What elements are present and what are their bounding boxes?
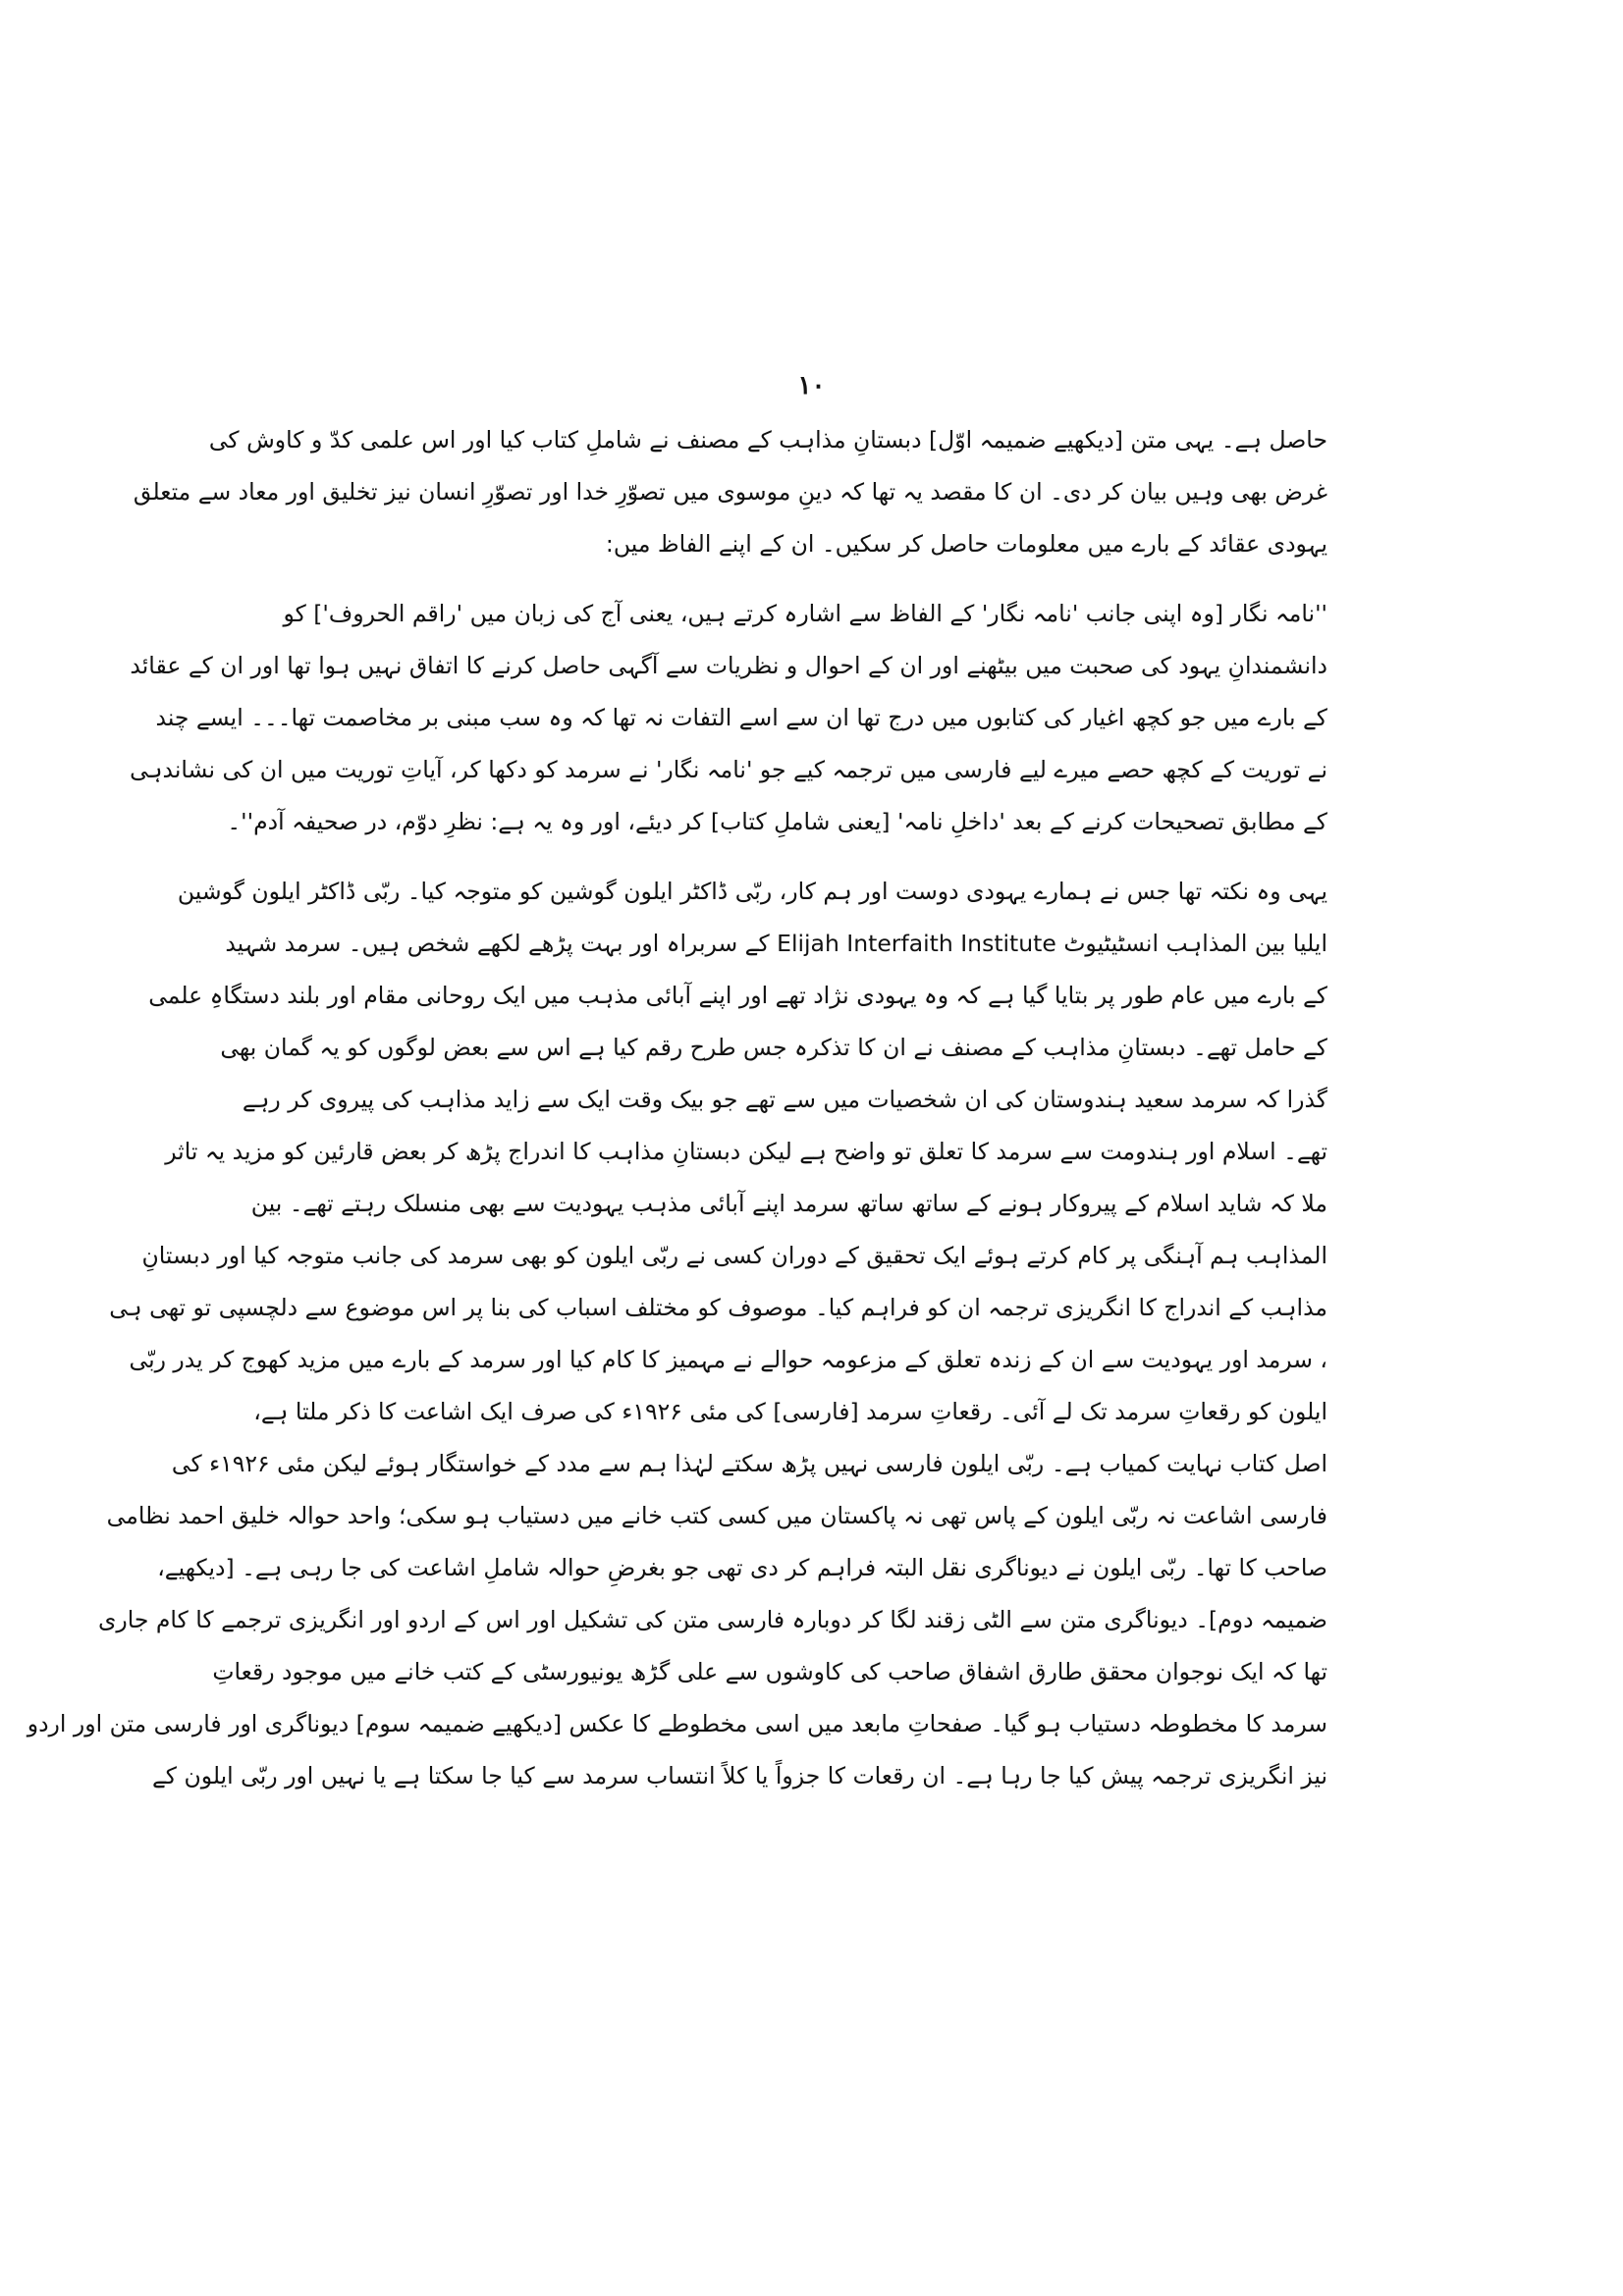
text-line: صاحب کا تھا۔ ربّی ایلون نے دیوناگری نقل البتہ فراہم کر دی تھی جو بغرضِ حوالہ شاملِ اشاعت کی جا رہی ہے۔ [دیکھیے، — [157, 1554, 1327, 1581]
text-line: ملا کہ شاید اسلام کے پیروکار ہونے کے ساتھ ساتھ سرمد اپنے آبائی مذہب یہودیت سے بھی منسلک رہتے تھے۔ بین — [250, 1190, 1327, 1217]
text-line: المذاہب ہم آہنگی پر کام کرتے ہوئے ایک تحقیق کے دوران کسی نے ربّی ایلون کو بھی سرمد کی جانب متوجہ کیا اور دبستانِ — [141, 1242, 1327, 1269]
page-number: ۱۰ — [797, 371, 826, 400]
text-line: دانشمندانِ یہود کی صحبت میں بیٹھنے اور ان کے احوال و نظریات سے آگہی حاصل کرنے کا اتفاق نہیں ہوا تھا اور ان کے عقائد — [130, 652, 1327, 679]
text-line: تھا کہ ایک نوجوان محقق طارق اشفاق صاحب کی کاوشوں سے علی گڑھ یونیورسٹی کے کتب خانے میں موجود رقعاتِ — [212, 1658, 1327, 1685]
text-line: کے حامل تھے۔ دبستانِ مذاہب کے مصنف نے ان کا تذکرہ جس طرح رقم کیا ہے اس سے بعض لوگوں کو یہ گمان بھی — [220, 1034, 1327, 1061]
text-line: حاصل ہے۔ یہی متن [دیکھیے ضمیمہ اوّل] دبستانِ مذاہب کے مصنف نے شاملِ کتاب کیا اور اس علمی کدّ و کاوش کی — [208, 426, 1327, 454]
body-text — [27, 414, 1327, 1802]
text-line: یہی وہ نکتہ تھا جس نے ہمارے یہودی دوست اور ہم کار، ربّی ڈاکٹر ایلون گوشین کو متوجہ کیا۔ ربّی ڈاکٹر ایلون گوشین — [177, 878, 1327, 905]
text-line: ''نامہ نگار [وہ اپنی جانب 'نامہ نگار' کے الفاظ سے اشارہ کرتے ہیں، یعنی آج کی زبان میں 'راقم الحروف'] کو — [283, 600, 1327, 627]
text-line: اصل کتاب نہایت کمیاب ہے۔ ربّی ایلون فارسی نہیں پڑھ سکتے لہٰذا ہم سے مدد کے خواستگار ہوئے لیکن مئی ۱۹۲۶ء کی — [171, 1450, 1327, 1477]
paragraph-intro — [133, 414, 1327, 570]
text-line: مذاہب کے اندراج کا انگریزی ترجمہ ان کو فراہم کیا۔ موصوف کو مختلف اسباب کی بنا پر اس موضوع سے دلچسپی تو تھی ہی — [109, 1294, 1327, 1321]
text-line: ضمیمہ دوم]۔ دیوناگری متن سے الٹی زقند لگا کر دوبارہ فارسی متن کی تشکیل اور اس کے اردو اور انگریزی ترجمے کا کام جاری — [97, 1606, 1327, 1633]
text-line: نے توریت کے کچھ حصے میرے لیے فارسی میں ترجمہ کیے جو 'نامہ نگار' نے سرمد کو دکھا کر، آیاتِ توریت میں ان کی نشاندہی — [130, 756, 1327, 783]
text-line: کے بارے میں عام طور پر بتایا گیا ہے کہ وہ یہودی نژاد تھے اور اپنے آبائی مذہب میں ایک روحانی مقام اور بلند دستگاہِ علمی — [148, 982, 1327, 1009]
text-line: سرمد کا مخطوطہ دستیاب ہو گیا۔ صفحاتِ مابعد میں اسی مخطوطے کا عکس [دیکھیے ضمیمہ سوم] دیوناگری اور فارسی متن اور اردو — [27, 1710, 1327, 1737]
text-line: گذرا کہ سرمد سعید ہندوستان کی ان شخصیات میں سے تھے جو بیک وقت ایک سے زاید مذاہب کی پیروی کر رہے — [242, 1086, 1327, 1113]
paragraph-main — [27, 866, 1327, 1802]
text-line: تھے۔ اسلام اور ہندومت سے سرمد کا تعلق تو واضح ہے لیکن دبستانِ مذاہب کا اندراج پڑھ کر بعض قارئین کو مزید یہ تاثر — [165, 1138, 1327, 1165]
text-line: ایلیا بین المذاہب انسٹیٹیوٹ Elijah Interfaith Institute کے سربراہ اور بہت پڑھے لکھے شخص ہیں۔ سرمد شہید — [225, 930, 1327, 957]
text-line: ایلون کو رقعاتِ سرمد تک لے آئی۔ رقعاتِ سرمد [فارسی] کی مئی ۱۹۲۶ء کی صرف ایک اشاعت کا ذکر ملتا ہے، — [253, 1398, 1327, 1425]
text-line: غرض بھی وہیں بیان کر دی۔ ان کا مقصد یہ تھا کہ دینِ موسوی میں تصوّرِ خدا اور تصوّرِ انسان نیز تخلیق اور معاد سے متعلق — [133, 478, 1327, 506]
text-line: نیز انگریزی ترجمہ پیش کیا جا رہا ہے۔ ان رقعات کا جزواً یا کلاً انتساب سرمد سے کیا جا سکتا ہے یا نہیں اور ربّی ایلون کے — [152, 1762, 1327, 1789]
text-line: کے بارے میں جو کچھ اغیار کی کتابوں میں درج تھا ان سے اسے التفات نہ تھا کہ وہ سب مبنی بر مخاصمت تھا۔۔۔ ایسے چند — [155, 704, 1327, 731]
text-line: کے مطابق تصحیحات کرنے کے بعد 'داخلِ نامہ' [یعنی شاملِ کتاب] کر دیئے، اور وہ یہ ہے: نظرِ دوّم، در صحیفہ آدم''۔ — [227, 808, 1327, 835]
text-line: یہودی عقائد کے بارے میں معلومات حاصل کر سکیں۔ ان کے اپنے الفاظ میں: — [605, 530, 1327, 558]
text-line: ، سرمد اور یہودیت سے ان کے زندہ تعلق کے مزعومہ حوالے نے مہمیز کا کام کیا اور سرمد کے بارے میں مزید کھوج کر یدر ربّی — [129, 1346, 1327, 1373]
paragraph-quotation — [130, 588, 1327, 848]
text-line: فارسی اشاعت نہ ربّی ایلون کے پاس تھی نہ پاکستان میں کسی کتب خانے میں دستیاب ہو سکی؛ واحد حوالہ خلیق احمد نظامی — [106, 1502, 1327, 1529]
